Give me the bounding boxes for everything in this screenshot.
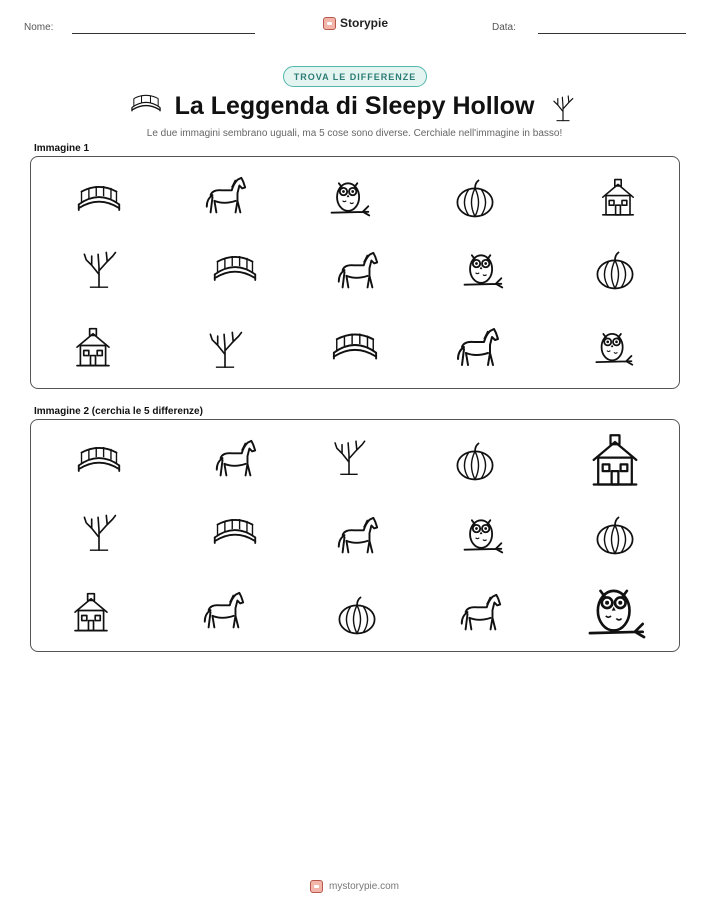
tree-icon[interactable] [329, 436, 369, 476]
pumpkin-drawing [593, 248, 637, 292]
horse-icon[interactable] [211, 437, 259, 485]
owl-icon[interactable] [459, 247, 505, 293]
horse-icon[interactable] [333, 249, 381, 297]
brand [323, 16, 388, 30]
owl-icon[interactable] [459, 512, 505, 558]
owl-icon[interactable] [582, 579, 648, 645]
owl-icon[interactable] [326, 175, 372, 221]
bridge-icon[interactable] [212, 245, 258, 291]
pumpkin-drawing [335, 593, 379, 637]
footer-url: mystorypie.com [328, 881, 399, 892]
pumpkin-icon[interactable] [453, 439, 497, 483]
bridge-drawing [212, 508, 258, 554]
bridge-icon[interactable] [331, 322, 379, 370]
storypie-logo-icon [323, 17, 336, 30]
horse-drawing [456, 591, 504, 639]
horse-drawing [211, 437, 259, 485]
name-label: Nome: [24, 22, 54, 33]
pumpkin-drawing [453, 439, 497, 483]
image2-label: Immagine 2 (cerchia le 5 differenze) [34, 406, 203, 417]
tree-drawing [329, 436, 369, 476]
bridge-drawing [331, 322, 379, 370]
bridge-drawing [76, 175, 122, 221]
horse-drawing [199, 589, 247, 637]
horse-drawing [201, 174, 249, 222]
image2-panel [30, 419, 680, 652]
tree-icon [550, 92, 576, 127]
tree-icon[interactable] [78, 510, 120, 552]
instructions: Le due immagini sembrano uguali, ma 5 cose sono diverse. Cerchiale nell'immagine in basso! [146, 128, 563, 139]
horse-drawing [452, 325, 502, 375]
bridge-icon[interactable] [212, 508, 258, 554]
owl-drawing [459, 512, 505, 558]
horse-drawing [333, 514, 381, 562]
date-label: Data: [492, 22, 516, 33]
schoolhouse-drawing [598, 178, 638, 218]
bridge-icon[interactable] [76, 175, 122, 221]
pumpkin-drawing [593, 513, 637, 557]
storypie-logo-icon [310, 880, 323, 893]
horse-icon[interactable] [456, 591, 504, 639]
tree-icon[interactable] [204, 327, 246, 369]
horse-drawing [333, 249, 381, 297]
pumpkin-icon[interactable] [335, 593, 379, 637]
owl-icon[interactable] [591, 326, 635, 370]
pumpkin-icon[interactable] [593, 248, 637, 292]
brand-name: Storypie [340, 16, 389, 30]
footer [0, 880, 709, 893]
tree-drawing [204, 327, 246, 369]
schoolhouse-icon[interactable] [598, 178, 638, 218]
schoolhouse-icon[interactable] [70, 592, 112, 634]
image1-panel [30, 156, 680, 389]
horse-icon[interactable] [452, 325, 502, 375]
schoolhouse-drawing [72, 327, 114, 369]
activity-badge: TROVA LE DIFFERENZE [283, 66, 427, 87]
horse-icon[interactable] [199, 589, 247, 637]
bridge-drawing [76, 436, 122, 482]
tree-icon[interactable] [78, 247, 120, 289]
schoolhouse-icon[interactable] [72, 327, 114, 369]
image1-label: Immagine 1 [34, 143, 90, 154]
owl-drawing [459, 247, 505, 293]
bridge-drawing [212, 245, 258, 291]
bridge-icon [130, 92, 162, 119]
tree-drawing [78, 247, 120, 289]
tree-drawing [78, 510, 120, 552]
date-line [538, 33, 686, 34]
name-line [72, 33, 255, 34]
page-title: La Leggenda di Sleepy Hollow [174, 92, 535, 120]
pumpkin-drawing [453, 176, 497, 220]
owl-drawing [326, 175, 372, 221]
pumpkin-icon[interactable] [593, 513, 637, 557]
horse-icon[interactable] [333, 514, 381, 562]
header [0, 16, 709, 40]
horse-icon[interactable] [201, 174, 249, 222]
owl-drawing [582, 579, 648, 645]
bridge-icon[interactable] [76, 436, 122, 482]
title-row [0, 90, 709, 126]
schoolhouse-icon[interactable] [587, 433, 643, 489]
schoolhouse-drawing [70, 592, 112, 634]
pumpkin-icon[interactable] [453, 176, 497, 220]
schoolhouse-drawing [587, 433, 643, 489]
owl-drawing [591, 326, 635, 370]
